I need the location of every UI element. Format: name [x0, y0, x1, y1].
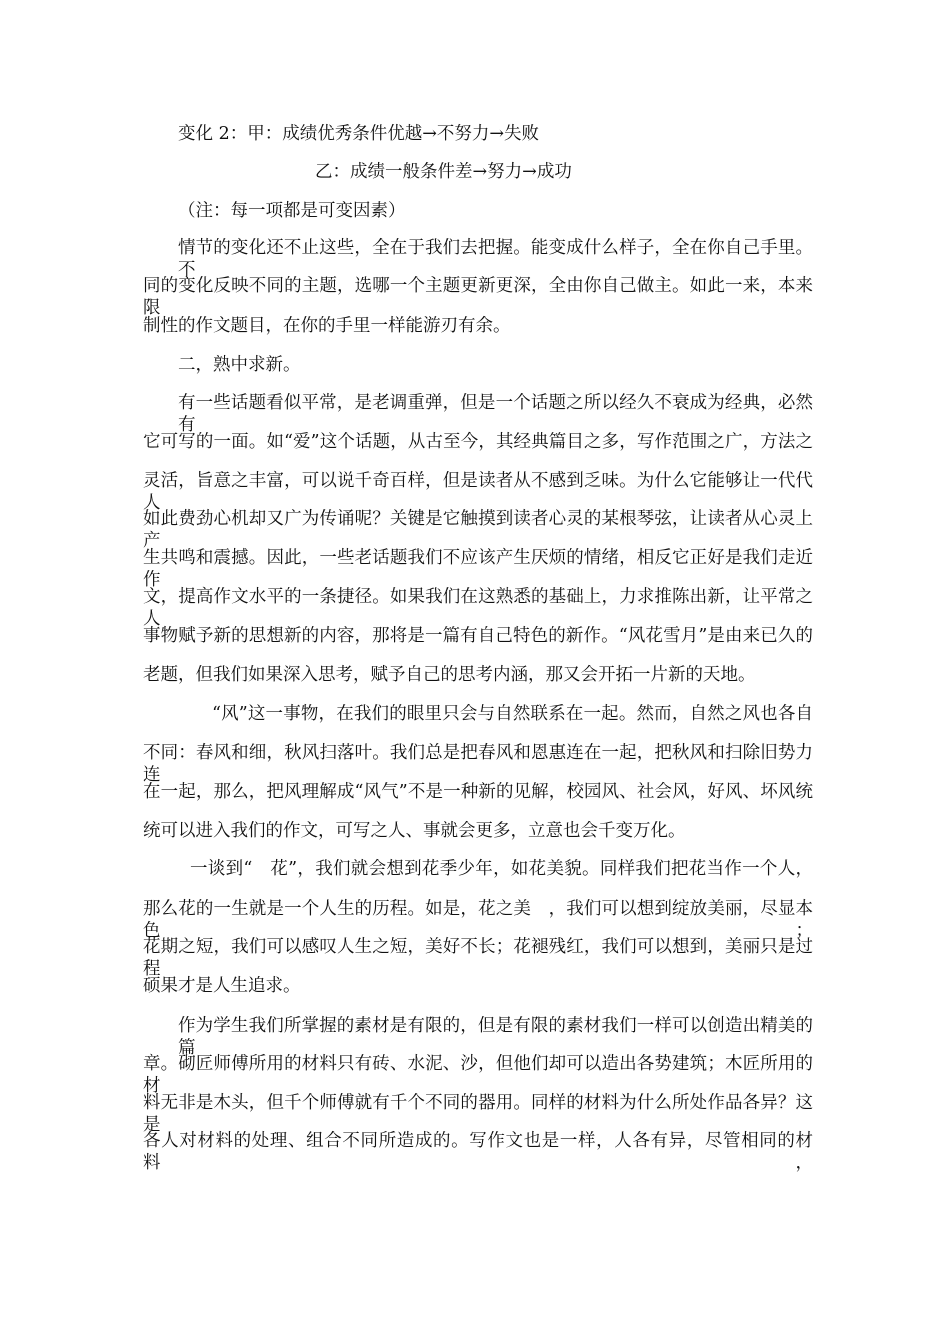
paragraph-line: “风”这一事物，在我们的眼里只会与自然联系在一起。然而，自然之风也各自	[212, 704, 813, 724]
paragraph-line: 如此费劲心机却又广为传诵呢？关键是它触摸到读者心灵的某根琴弦，让读者从心灵上产	[143, 509, 813, 551]
change-2-line-a: 变化 2：甲：成绩优秀条件优越→不努力→失败	[178, 124, 540, 144]
paragraph-line: 硕果才是人生追求。	[143, 976, 301, 996]
paragraph-line: 老题，但我们如果深入思考，赋予自己的思考内涵，那又会开拓一片新的天地。	[143, 665, 756, 685]
paragraph-line: 有一些话题看似平常，是老调重弹，但是一个话题之所以经久不衰成为经典，必然有	[178, 393, 813, 435]
change-2-line-b: 乙：成绩一般条件差→努力→成功	[315, 162, 572, 182]
paragraph-line: 灵活，旨意之丰富，可以说千奇百样，但是读者从不感到乏味。为什么它能够让一代代人	[143, 471, 813, 513]
paragraph-line: 事物赋予新的思想新的内容，那将是一篇有自己特色的新作。“风花雪月”是由来已久的	[143, 626, 813, 646]
paragraph-line: 统可以进入我们的作文，可写之人、事就会更多，立意也会千变万化。	[143, 821, 686, 841]
paragraph-line: 各人对材料的处理、组合不同所造成的。写作文也是一样，人各有异，尽管相同的材料，	[143, 1131, 813, 1173]
paragraph-line: 一谈到“ 花”，我们就会想到花季少年，如花美貌。同样我们把花当作一个人，	[190, 859, 813, 879]
paragraph-line: 制性的作文题目，在你的手里一样能游刃有余。	[143, 316, 511, 336]
paragraph-line: 料无非是木头，但千个师傅就有千个不同的器用。同样的材料为什么所处作品各异？这是	[143, 1093, 813, 1135]
paragraph-line: 章。砌匠师傅所用的材料只有砖、水泥、沙，但他们却可以造出各势建筑；木匠所用的材	[143, 1054, 813, 1096]
paragraph-line: 生共鸣和震撼。因此，一些老话题我们不应该产生厌烦的情绪，相反它正好是我们走近作	[143, 548, 813, 590]
paragraph-line: 它可写的一面。如“爱”这个话题，从古至今，其经典篇目之多，写作范围之广，方法之	[143, 432, 813, 452]
paragraph-line: 情节的变化还不止这些，全在于我们去把握。能变成什么样子，全在你自己手里。不	[178, 238, 813, 280]
note-line: （注：每一项都是可变因素）	[178, 201, 406, 221]
paragraph-line: 在一起，那么，把风理解成“风气”不是一种新的见解，校园风、社会风，好风、坏风统	[143, 782, 813, 802]
paragraph-line: 作为学生我们所掌握的素材是有限的，但是有限的素材我们一样可以创造出精美的篇	[178, 1016, 813, 1058]
paragraph-line: 那么花的一生就是一个人生的历程。如是，花之美 ，我们可以想到绽放美丽，尽显本色；	[143, 899, 813, 941]
paragraph-line: 花期之短，我们可以感叹人生之短，美好不长；花褪残红，我们可以想到，美丽只是过程	[143, 937, 813, 979]
section-heading: 二，熟中求新。	[178, 355, 301, 375]
paragraph-line: 文，提高作文水平的一条捷径。如果我们在这熟悉的基础上，力求推陈出新，让平常之人	[143, 587, 813, 629]
paragraph-line: 同的变化反映不同的主题，选哪一个主题更新更深，全由你自己做主。如此一来，本来限	[143, 276, 813, 318]
paragraph-line: 不同：春风和细，秋风扫落叶。我们总是把春风和恩惠连在一起，把秋风和扫除旧势力连	[143, 743, 813, 785]
